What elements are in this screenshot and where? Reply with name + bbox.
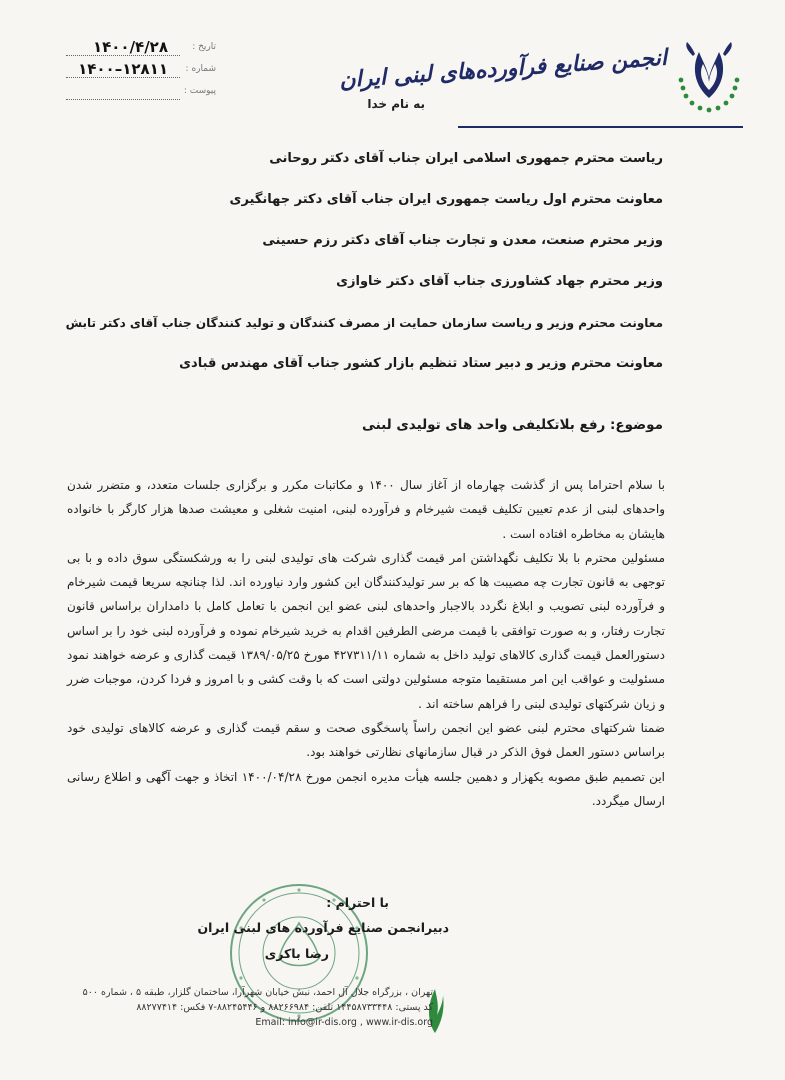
date-row: [66, 38, 216, 60]
body-paragraph: این تصمیم طبق مصوبه یکهزار و دهمین جلسه هیأت مدیره انجمن مورخ ۱۴۰۰/۰۴/۲۸ اتخاذ و جهت آگهی و اطلاع رسانی ارسال میگردد.: [67, 769, 665, 808]
recipient-line: وزیر محترم جهاد کشاورزی جناب آقای دکتر خاوازی: [336, 274, 663, 289]
number-row: [66, 60, 216, 82]
attachment-row: [66, 82, 216, 104]
footer-address: تهران ، بزرگراه جلال آل احمد، نبش خیابان شهرآرا، ساختمان گلزار، طبقه ۵ ، شماره ۵۰۰: [82, 987, 433, 998]
body-paragraph: مسئولین محترم با بلا تکلیف نگهداشتن امر قیمت گذاری شرکت های تولیدی لبنی را به ورشکستگی سوق داده و با بی توجهی به قانون تجارت چه مصیبت ها که بر سر تولیدکنندگان این کشور وارد نیاورده اند. لذا چنانچه سریعا قیمت شیرخام و فرآورده لبنی تصویب و ابلاغ نگردد بالاجبار واحدهای لبنی عضو این انجمن با تعامل کامل با دامداران براساس قانون تجارت رفتار، و به صورت توافقی با قیمت مرضی الطرفین اقدام به خرید شیرخام نموده و فرآورده لبنی خود را بر اساس دستورالعمل قیمت گذاری کالاهای تولید داخل به شماره ۴۲۷۳۱۱/۱۱ مورخ ۱۳۸۹/۰۵/۲۵ قیمت گذاری و عرضه خواهند نمود مسئولیت و عواقب این امر مستقیما متوجه مسئولین دولتی است که با وقت کشی و با امروز و فردا کردن، موجبات ضرر و زیان شرکتهای تولیدی لبنی را فراهم ساخته اند .: [67, 550, 665, 711]
letter-body: [67, 473, 665, 813]
number-value: ۱۴۰۰–۱۲۸۱۱: [78, 60, 168, 78]
letter-meta: [66, 38, 216, 104]
recipient-line: وزیر محترم صنعت، معدن و تجارت جناب آقای دکتر رزم حسینی: [262, 233, 663, 248]
recipient-list: [65, 148, 663, 394]
recipient-line: معاونت محترم وزیر و ریاست سازمان حمایت از مصرف کنندگان و تولید کنندگان جناب آقای دکتر تابش: [65, 316, 663, 330]
signer-title: دبیرانجمن صنایع فرآورده های لبنی ایران: [197, 920, 449, 935]
body-paragraph: با سلام احتراما پس از گذشت چهارماه از آغاز سال ۱۴۰۰ و مکاتبات مکرر و برگزاری جلسات متعدد، و متضرر شدن واحدهای لبنی از عدم تعیین تکلیف قیمت شیرخام و فرآورده لبنی، امنیت شغلی و معیشت صدها هزار کارگر با خانواده هایشان به مخاطره افتاده است .: [67, 478, 665, 541]
footer-email-website: Email: info@ir-dis.org , www.ir-dis.org: [255, 1017, 433, 1028]
organization-logo-text: انجمن صنایع فرآورده‌های لبنی ایران: [338, 44, 668, 94]
attachment-label: پیوست :: [183, 86, 216, 96]
recipient-line: معاونت محترم وزیر و دبیر ستاد تنظیم بازار کشور جناب آقای مهندس قبادی: [179, 356, 663, 371]
letter-subject: موضوع: رفع بلاتکلیفی واحد های تولیدی لبنی: [361, 417, 663, 433]
body-paragraph: ضمنا شرکتهای محترم لبنی عضو این انجمن راساً پاسخگوی صحت و سقم قیمت گذاری و عرضه کالاهای تولیدی خود براساس دستور العمل فوق الذکر در قبال سازمانهای نظارتی خواهند بود.: [67, 720, 665, 760]
letter-footer: [83, 985, 433, 1030]
recipient-line: معاونت محترم اول ریاست جمهوری ایران جناب آقای دکتر جهانگیری: [229, 192, 663, 207]
number-label: شماره :: [185, 64, 216, 74]
footer-postal-phone: کد پستی: ۱۴۴۵۸۷۳۳۴۴۸ تلفن: ۸۸۲۶۶۹۸۴ و ۸۸۲۴۵۴۴۶-۷ فکس: ۸۸۲۷۷۴۱۴: [136, 1002, 433, 1013]
date-label: تاریخ :: [192, 42, 216, 52]
signer-name: رضا باکری: [264, 946, 329, 961]
date-value: ۱۴۰۰/۴/۲۸: [92, 38, 168, 56]
recipient-line: ریاست محترم جمهوری اسلامی ایران جناب آقای دکتر روحانی: [269, 151, 663, 166]
closing-salutation: با احترام :: [326, 895, 389, 910]
attachment-dotted-line: [66, 99, 180, 100]
bismillah: به نام خدا: [367, 97, 425, 111]
dairy-association-emblem-icon: [673, 38, 743, 118]
logo-underline: [458, 126, 743, 128]
